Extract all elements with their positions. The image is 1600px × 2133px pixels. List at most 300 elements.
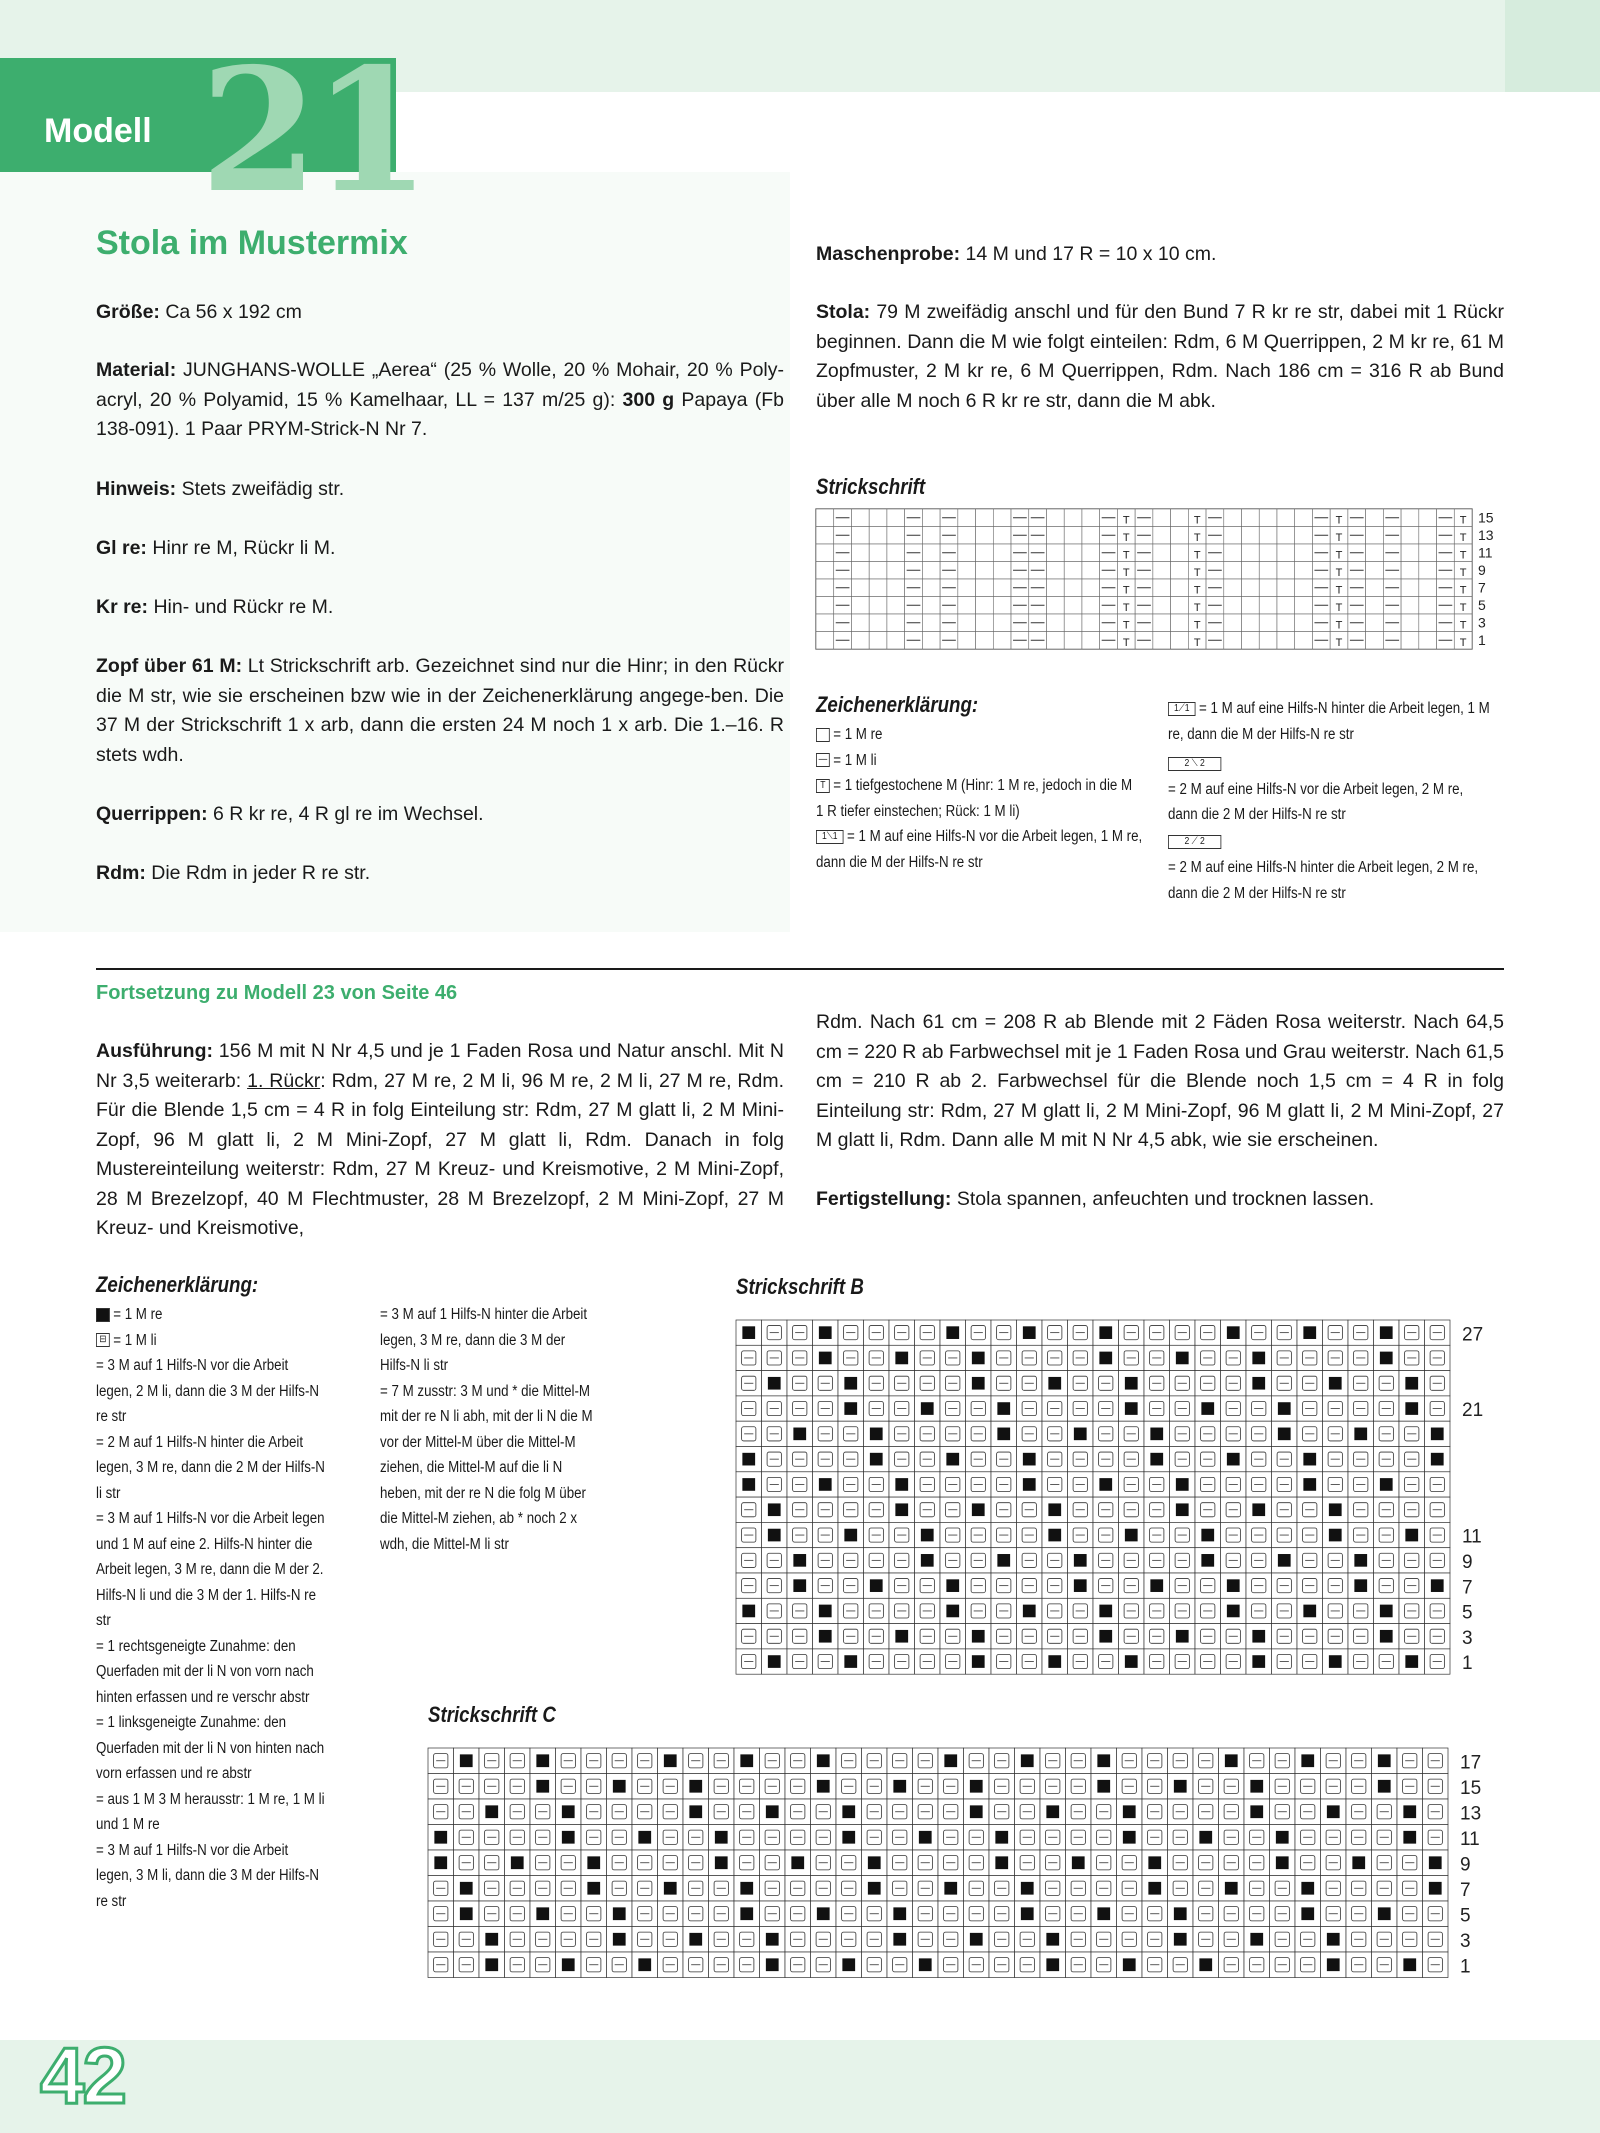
knit-mark	[893, 1907, 906, 1920]
stola-paragraph	[816, 298, 1504, 416]
chart-cell	[1259, 614, 1277, 632]
chart-cell	[1242, 544, 1260, 562]
knit-mark	[1023, 1453, 1036, 1466]
chart-cell	[1259, 579, 1277, 597]
knit-mark	[895, 1630, 908, 1643]
knit-mark	[1405, 1529, 1418, 1542]
chart-cell	[1153, 527, 1171, 545]
chartC-title: Strickschrift C	[428, 1702, 556, 1727]
legend21-col2	[1168, 696, 1493, 906]
knit-mark	[740, 1907, 753, 1920]
continuation-heading: Fortsetzung zu Modell 23 von Seite 46	[96, 982, 458, 1004]
tief-symbol: T	[816, 779, 830, 793]
chart-cell	[958, 579, 976, 597]
chart-cell	[1242, 614, 1260, 632]
knit-mark	[1201, 1529, 1214, 1542]
knit-mark	[817, 1780, 830, 1793]
chart-cell	[1224, 632, 1242, 650]
knit-mark	[1074, 1428, 1087, 1441]
chart-cell	[1401, 562, 1419, 580]
legend23-item: = 1 M re	[96, 1302, 328, 1328]
legend23-item: ⊟ = 1 M li	[96, 1328, 328, 1354]
knit-mark	[1380, 1326, 1393, 1339]
knit-mark	[1021, 1907, 1034, 1920]
legend21-item	[1168, 751, 1493, 777]
knit-mark	[434, 1831, 447, 1844]
chart-cell	[1064, 597, 1082, 615]
chart-cell	[816, 597, 834, 615]
tief-mark: T	[1335, 567, 1343, 579]
knit-filled-symbol	[96, 1308, 110, 1322]
row-label: 5	[1478, 597, 1486, 613]
knit-mark	[742, 1605, 755, 1618]
knit-mark	[1327, 1805, 1340, 1818]
chart-cell	[1082, 614, 1100, 632]
knit-mark	[715, 1831, 728, 1844]
row-label: 11	[1478, 544, 1493, 561]
chart-cell	[976, 527, 994, 545]
chart-cell	[922, 597, 940, 615]
knit-mark	[970, 1780, 983, 1793]
knit-mark	[972, 1503, 985, 1516]
knit-mark	[1125, 1529, 1138, 1542]
chart-cell	[1401, 597, 1419, 615]
hinweis-text: Stets zweifädig str.	[176, 478, 345, 500]
ausfuehrung-text-a: 156 M mit N Nr 4,5 und je 1 Faden Rosa und Natur anschl. Mit N Nr 3,5 weiterarb:	[96, 1040, 784, 1092]
row-label: 11	[1462, 1526, 1482, 1548]
knit-mark	[946, 1605, 959, 1618]
chart-cell	[1153, 597, 1171, 615]
knit-mark	[1378, 1907, 1391, 1920]
strickschrift-title: Strickschrift	[816, 474, 926, 499]
knit-mark	[1074, 1554, 1087, 1567]
knit-mark	[768, 1503, 781, 1516]
chartB-title: Strickschrift B	[736, 1274, 864, 1299]
row-label: 13	[1478, 527, 1494, 543]
tief-mark: T	[1335, 619, 1343, 632]
purl-symbol: —	[816, 753, 830, 767]
knit-mark	[1176, 1478, 1189, 1491]
knit-mark	[842, 1805, 855, 1818]
knit-mark	[1252, 1630, 1265, 1643]
knit-mark	[997, 1428, 1010, 1441]
chart-cell	[1046, 579, 1064, 597]
knit-mark	[1303, 1605, 1316, 1618]
chart-cell	[1224, 509, 1242, 527]
chart-cell	[958, 509, 976, 527]
legend21-item: T = 1 tiefgestochene M (Hinr: 1 M re, jedoch in die M 1 R tiefer einstechen; Rück: 1 M li)	[816, 777, 1133, 820]
material-text-a: JUNGHANS-WOLLE „Aerea“ (25 % Wolle, 20 % Mohair, 20 % Poly-acryl, 20 % Polyamid, 15 % Kamelhaar, LL = 137 m/25 g):	[96, 359, 784, 411]
knit-mark	[1405, 1655, 1418, 1668]
knit-mark	[844, 1377, 857, 1390]
chart-cell	[1046, 527, 1064, 545]
chart-cell	[816, 614, 834, 632]
hinweis-label: Hinweis:	[96, 478, 177, 500]
knit-mark	[1327, 1958, 1340, 1971]
chart-cell	[1242, 579, 1260, 597]
groesse-paragraph	[96, 298, 784, 328]
knit-mark	[895, 1352, 908, 1365]
legend23-item: = 2 M auf 1 Hilfs-N hinter die Arbeit legen, 3 M re, dann die 2 M der Hilfs-N li str	[96, 1433, 325, 1502]
legend21-item: 1⟍1 = 1 M auf eine Hilfs-N vor die Arbeit legen, 1 M re, dann die M der Hilfs-N re str	[816, 828, 1143, 871]
knit-mark	[1125, 1402, 1138, 1415]
chart-cell	[958, 614, 976, 632]
tief-mark: T	[1122, 549, 1130, 562]
material-weight: 300 g	[622, 388, 675, 411]
chart-cell	[1242, 562, 1260, 580]
chart-cell	[1366, 562, 1384, 580]
row-label: 1	[1478, 632, 1486, 648]
chart-cell	[1277, 632, 1295, 650]
tief-mark: T	[1122, 514, 1130, 527]
chart-cell	[887, 579, 905, 597]
chart-cell	[1171, 562, 1189, 580]
groesse-label: Größe:	[96, 301, 160, 323]
chart-cell	[887, 509, 905, 527]
knit-mark	[921, 1529, 934, 1542]
cross-back-1-symbol: 1⟋1	[1168, 702, 1196, 716]
chart-cell	[976, 562, 994, 580]
chart-cell	[976, 614, 994, 632]
knit-mark	[793, 1554, 806, 1567]
chart-cell	[958, 632, 976, 650]
tief-mark: T	[1193, 637, 1201, 649]
legend21-item: 1⟋1 = 1 M auf eine Hilfs-N hinter die Arbeit legen, 1 M re, dann die M der Hilfs-N re str	[1168, 700, 1490, 743]
chart-cell	[1295, 509, 1313, 527]
material-label: Material:	[96, 359, 177, 381]
tief-mark: T	[1459, 567, 1467, 579]
knit-mark	[1201, 1554, 1214, 1567]
knit-mark	[460, 1907, 473, 1920]
knit-mark	[536, 1907, 549, 1920]
knit-mark	[1278, 1428, 1291, 1441]
chart-cell	[1295, 544, 1313, 562]
chart-cell	[1224, 527, 1242, 545]
knit-mark	[819, 1326, 832, 1339]
knit-mark	[1123, 1958, 1136, 1971]
legend21-item: = 2 M auf eine Hilfs-N hinter die Arbeit legen, 2 M re, dann die 2 M der Hilfs-N re str	[1168, 859, 1479, 902]
knit-mark	[970, 1933, 983, 1946]
knit-mark	[1099, 1478, 1112, 1491]
chart-cell	[922, 544, 940, 562]
knit-mark	[868, 1856, 881, 1869]
chart-cell	[1259, 509, 1277, 527]
knit-mark	[1429, 1856, 1442, 1869]
knit-mark	[793, 1428, 806, 1441]
knit-mark	[740, 1754, 753, 1767]
knit-mark	[485, 1958, 498, 1971]
chart-cell	[851, 632, 869, 650]
knit-mark	[997, 1554, 1010, 1567]
knit-mark	[1301, 1907, 1314, 1920]
chart-cell	[993, 509, 1011, 527]
knit-mark	[893, 1933, 906, 1946]
knit-mark	[995, 1831, 1008, 1844]
knit-mark	[817, 1907, 830, 1920]
knit-mark	[1227, 1453, 1240, 1466]
cross-back-2-symbol: 2 ⟋ 2	[1168, 835, 1221, 849]
row-label: 7	[1462, 1577, 1473, 1599]
knit-mark	[893, 1780, 906, 1793]
chart-cell	[851, 509, 869, 527]
chart-cell	[1224, 562, 1242, 580]
knit-mark	[613, 1907, 626, 1920]
chart-cell	[1401, 527, 1419, 545]
chart-cell	[887, 562, 905, 580]
knit-mark	[819, 1605, 832, 1618]
knit-mark	[766, 1933, 779, 1946]
chart-cell	[1259, 632, 1277, 650]
chart-cell	[1259, 544, 1277, 562]
chart-cell	[1419, 544, 1437, 562]
chart-cell	[1419, 597, 1437, 615]
tief-mark: T	[1335, 637, 1343, 649]
chart-cell	[993, 579, 1011, 597]
knit-mark	[1403, 1805, 1416, 1818]
tief-mark: T	[1122, 619, 1130, 632]
page-number: 42	[40, 2031, 125, 2120]
knit-mark	[870, 1428, 883, 1441]
tief-mark: T	[1459, 619, 1467, 632]
knit-mark	[1125, 1655, 1138, 1668]
knit-mark	[562, 1831, 575, 1844]
chart-cell	[1366, 544, 1384, 562]
chart-cell	[1366, 597, 1384, 615]
knit-mark	[1150, 1428, 1163, 1441]
knit-mark	[1099, 1605, 1112, 1618]
material-text-b: Papaya (Fb 138-091). 1 Paar PRYM-Strick-N Nr 7.	[96, 388, 784, 440]
knit-mark	[1303, 1478, 1316, 1491]
chart-cell	[1277, 562, 1295, 580]
knit-mark	[1023, 1605, 1036, 1618]
row-label: 1	[1462, 1653, 1473, 1675]
chart-cell	[1153, 562, 1171, 580]
chart-cell	[1419, 579, 1437, 597]
chart-cell	[887, 544, 905, 562]
knit-mark	[1227, 1326, 1240, 1339]
rueckr-underlined: 1. Rückr	[247, 1069, 321, 1092]
chart-cell	[851, 527, 869, 545]
knit-mark	[1099, 1352, 1112, 1365]
knit-mark	[638, 1831, 651, 1844]
chart-cell	[869, 632, 887, 650]
chart-cell	[1171, 579, 1189, 597]
chart-cell	[1082, 562, 1100, 580]
knit-mark	[1378, 1754, 1391, 1767]
knit-mark	[793, 1579, 806, 1592]
chart-cell	[922, 579, 940, 597]
legend23-item: = 3 M auf 1 Hilfs-N hinter die Arbeit legen, 3 M re, dann die 3 M der Hilfs-N li str	[380, 1306, 588, 1374]
stola-label: Stola:	[816, 301, 871, 323]
knit-mark	[1099, 1630, 1112, 1643]
tief-mark: T	[1193, 549, 1201, 562]
legend23-item: = 1 linksgeneigte Zunahme: den Querfaden mit der li N von hinten nach vorn erfassen und re abstr	[96, 1714, 325, 1782]
knit-mark	[742, 1478, 755, 1491]
knit-mark	[1301, 1882, 1314, 1895]
legend21-item: — = 1 M li	[816, 748, 1143, 774]
chart-cell	[869, 562, 887, 580]
knit-mark	[742, 1453, 755, 1466]
knit-mark	[870, 1453, 883, 1466]
knit-mark	[1303, 1326, 1316, 1339]
knit-mark	[1329, 1655, 1342, 1668]
maschenprobe-label: Maschenprobe:	[816, 243, 961, 265]
chartC	[426, 1744, 1512, 1984]
chart-cell	[1277, 509, 1295, 527]
chart-cell	[922, 527, 940, 545]
knit-mark	[1148, 1882, 1161, 1895]
chart-cell	[1171, 632, 1189, 650]
chart-cell	[1046, 614, 1064, 632]
chart-cell	[993, 597, 1011, 615]
stola-text: 79 M zweifädig anschl und für den Bund 7 R kr re str, dabei mit 1 Rückr beginnen. Dann die M wie folgt einteilen: Rdm, 6 M Querrippen, 2 M kr re, 61 M Zopfmuster, 2 M kr re, 6 M Querrippen, Rdm. Nach 186 cm = 316 R ab Bund über alle M noch 6 R kr re str, dann die M abk.	[816, 301, 1504, 412]
tief-mark: T	[1122, 602, 1130, 614]
tief-mark: T	[1122, 567, 1130, 579]
chart-cell	[1366, 509, 1384, 527]
tief-mark: T	[1193, 602, 1201, 614]
knit-mark	[946, 1326, 959, 1339]
knit-mark	[742, 1326, 755, 1339]
chart-cell	[1295, 632, 1313, 650]
knit-mark	[972, 1352, 985, 1365]
chart-cell	[1295, 597, 1313, 615]
chart-cell	[1259, 597, 1277, 615]
legend23-item: = 3 M auf 1 Hilfs-N vor die Arbeit legen, 3 M li, dann die 3 M der Hilfs-N re str	[96, 1841, 320, 1910]
knit-mark	[995, 1856, 1008, 1869]
chart-cell	[1277, 544, 1295, 562]
legend23-item: = aus 1 M 3 M herausstr: 1 M re, 1 M li und 1 M re	[96, 1790, 325, 1833]
continuation-right-paragraph: Rdm. Nach 61 cm = 208 R ab Blende mit 2 Fäden Rosa weiterstr. Nach 64,5 cm = 220 R ab Farbwechsel mit je 1 Faden Rosa und Grau weiterstr. Nach 61,5 cm = 210 R ab 2. Farbwechsel für die Blende noch 1,5 cm = 4 R in folg Einteilung str: Rdm, 27 M glatt li, 2 M Mini-Zopf, 96 M glatt li, 2 M Mini-Zopf, 27 M glatt li, Rdm. Dann alle M mit N Nr 4,5 abk, wie sie erscheinen.	[816, 1011, 1504, 1151]
querrippen-text: 6 R kr re, 4 R gl re im Wechsel.	[207, 803, 484, 825]
chart-cell	[1153, 579, 1171, 597]
knit-symbol	[816, 728, 830, 742]
knit-mark	[434, 1856, 447, 1869]
chart-cell	[922, 562, 940, 580]
legend21-item: = 2 M auf eine Hilfs-N vor die Arbeit legen, 2 M re, dann die 2 M der Hilfs-N re str	[1168, 780, 1464, 823]
knit-mark	[870, 1579, 883, 1592]
chart-cell	[1277, 527, 1295, 545]
tief-mark: T	[1335, 584, 1343, 597]
row-label: 7	[1478, 579, 1486, 596]
chart-cell	[869, 544, 887, 562]
knit-mark	[1176, 1352, 1189, 1365]
chart-cell	[1171, 597, 1189, 615]
knit-mark	[1174, 1780, 1187, 1793]
row-label: 3	[1460, 1931, 1471, 1952]
knit-mark	[819, 1352, 832, 1365]
tief-mark: T	[1193, 567, 1201, 579]
knit-mark	[1021, 1754, 1034, 1767]
chart-cell	[1401, 579, 1419, 597]
row-label: 5	[1460, 1905, 1471, 1927]
knit-mark	[1252, 1503, 1265, 1516]
knit-mark	[946, 1453, 959, 1466]
knit-mark	[1123, 1805, 1136, 1818]
knit-mark	[972, 1655, 985, 1668]
tief-mark: T	[1122, 584, 1130, 597]
chart-cell	[851, 597, 869, 615]
row-label: 11	[1460, 1829, 1480, 1850]
knit-mark	[1352, 1856, 1365, 1869]
chart-cell	[816, 509, 834, 527]
knit-mark	[1276, 1831, 1289, 1844]
model-word: Modell	[44, 112, 152, 150]
row-label: 15	[1460, 1778, 1482, 1799]
knit-mark	[689, 1780, 702, 1793]
knit-mark	[1150, 1579, 1163, 1592]
krre-text: Hin- und Rückr re M.	[148, 596, 334, 618]
chart-cell	[958, 597, 976, 615]
chart-cell	[993, 544, 1011, 562]
row-label: 7	[1460, 1880, 1471, 1901]
knit-mark	[1329, 1529, 1342, 1542]
chart-cell	[1082, 632, 1100, 650]
knit-mark	[1174, 1907, 1187, 1920]
legend23-title: Zeichenerklärung:	[96, 1272, 259, 1297]
chart-cell	[851, 562, 869, 580]
legend23-col2	[380, 1302, 595, 1557]
knit-mark	[1278, 1402, 1291, 1415]
fertig-label: Fertigstellung:	[816, 1188, 952, 1210]
rdm-text: Die Rdm in jeder R re str.	[145, 862, 371, 884]
knit-mark	[1378, 1780, 1391, 1793]
row-label: 3	[1478, 614, 1486, 631]
chart-cell	[1153, 614, 1171, 632]
knit-mark	[1046, 1958, 1059, 1971]
chart-cell	[993, 527, 1011, 545]
knit-mark	[1405, 1402, 1418, 1415]
knit-mark	[1225, 1754, 1238, 1767]
knit-mark	[972, 1630, 985, 1643]
chart-cell	[993, 614, 1011, 632]
knit-mark	[1174, 1933, 1187, 1946]
knit-mark	[1097, 1780, 1110, 1793]
chart-cell	[1064, 562, 1082, 580]
chart-cell	[1046, 562, 1064, 580]
chart-cell	[1082, 544, 1100, 562]
chart-cell	[976, 632, 994, 650]
zopf-label: Zopf über 61 M:	[96, 655, 243, 677]
knit-mark	[1403, 1831, 1416, 1844]
tief-mark: T	[1122, 637, 1130, 649]
knit-mark	[1380, 1352, 1393, 1365]
chart-cell	[887, 614, 905, 632]
chart-cell	[1366, 614, 1384, 632]
knit-mark	[1023, 1326, 1036, 1339]
glre-paragraph	[96, 534, 784, 564]
knit-mark	[921, 1554, 934, 1567]
chart-cell	[1259, 527, 1277, 545]
knit-mark	[1429, 1882, 1442, 1895]
querrippen-paragraph	[96, 800, 784, 830]
chart-cell	[1064, 527, 1082, 545]
chart-cell	[1242, 632, 1260, 650]
knit-mark	[1329, 1503, 1342, 1516]
fertig-paragraph	[816, 1185, 1504, 1215]
knit-mark	[944, 1754, 957, 1767]
chart-cell	[851, 614, 869, 632]
knit-mark	[844, 1655, 857, 1668]
row-label: 13	[1460, 1803, 1482, 1825]
knit-mark	[1252, 1655, 1265, 1668]
chart-cell	[976, 597, 994, 615]
zopf-text: Lt Strickschrift arb. Gezeichnet sind nur die Hinr; in den Rückr die M str, wie sie erscheinen bzw wie in der Zeichenerklärung angege-ben. Die 37 M der Strickschrift 1 x arb, dann die ersten 24 M noch 1 x arb. Die 1.–16. R stets wdh.	[96, 655, 784, 766]
knit-mark	[1097, 1907, 1110, 1920]
ausfuehrung-label: Ausführung:	[96, 1040, 213, 1062]
chart-cell	[869, 527, 887, 545]
row-label: 15	[1478, 509, 1494, 526]
chart-cell	[1401, 544, 1419, 562]
